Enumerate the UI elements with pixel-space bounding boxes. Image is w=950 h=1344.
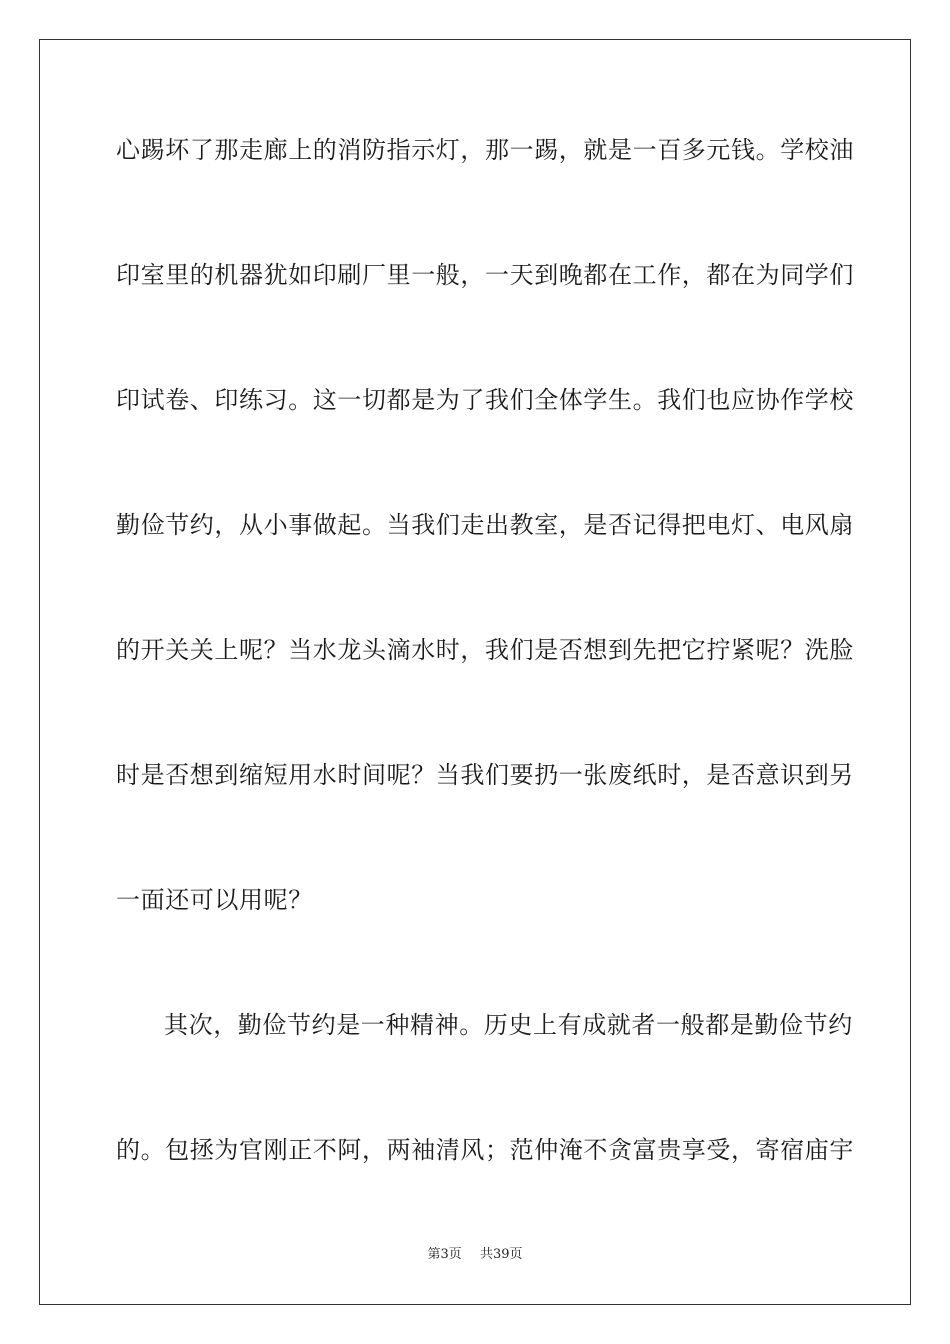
body-text-line: 时是否想到缩短用水时间呢？当我们要扔一张废纸时，是否意识到另 xyxy=(116,761,854,789)
page-number: 第3页 xyxy=(427,1247,462,1262)
body-text-line: 勤俭节约，从小事做起。当我们走出教室，是否记得把电灯、电风扇 xyxy=(116,511,854,539)
body-text-line: 的。包拯为官刚正不阿，两袖清风；范仲淹不贪富贵享受，寄宿庙宇 xyxy=(116,1136,854,1164)
page-border xyxy=(39,39,911,1305)
body-text-line: 的开关关上呢？当水龙头滴水时，我们是否想到先把它拧紧呢？洗脸 xyxy=(116,636,854,664)
body-text-line: 印室里的机器犹如印刷厂里一般，一天到晚都在工作，都在为同学们 xyxy=(116,261,854,289)
body-text-line: 心踢坏了那走廊上的消防指示灯，那一踢，就是一百多元钱。学校油 xyxy=(116,136,854,164)
body-text-line: 一面还可以用呢？ xyxy=(116,886,313,914)
body-text-line: 印试卷、印练习。这一切都是为了我们全体学生。我们也应协作学校 xyxy=(116,386,854,414)
page-footer xyxy=(0,1246,950,1264)
paragraph-first-line: 其次，勤俭节约是一种精神。历史上有成就者一般都是勤俭节约 xyxy=(164,1011,853,1039)
total-pages: 共39页 xyxy=(479,1247,523,1262)
